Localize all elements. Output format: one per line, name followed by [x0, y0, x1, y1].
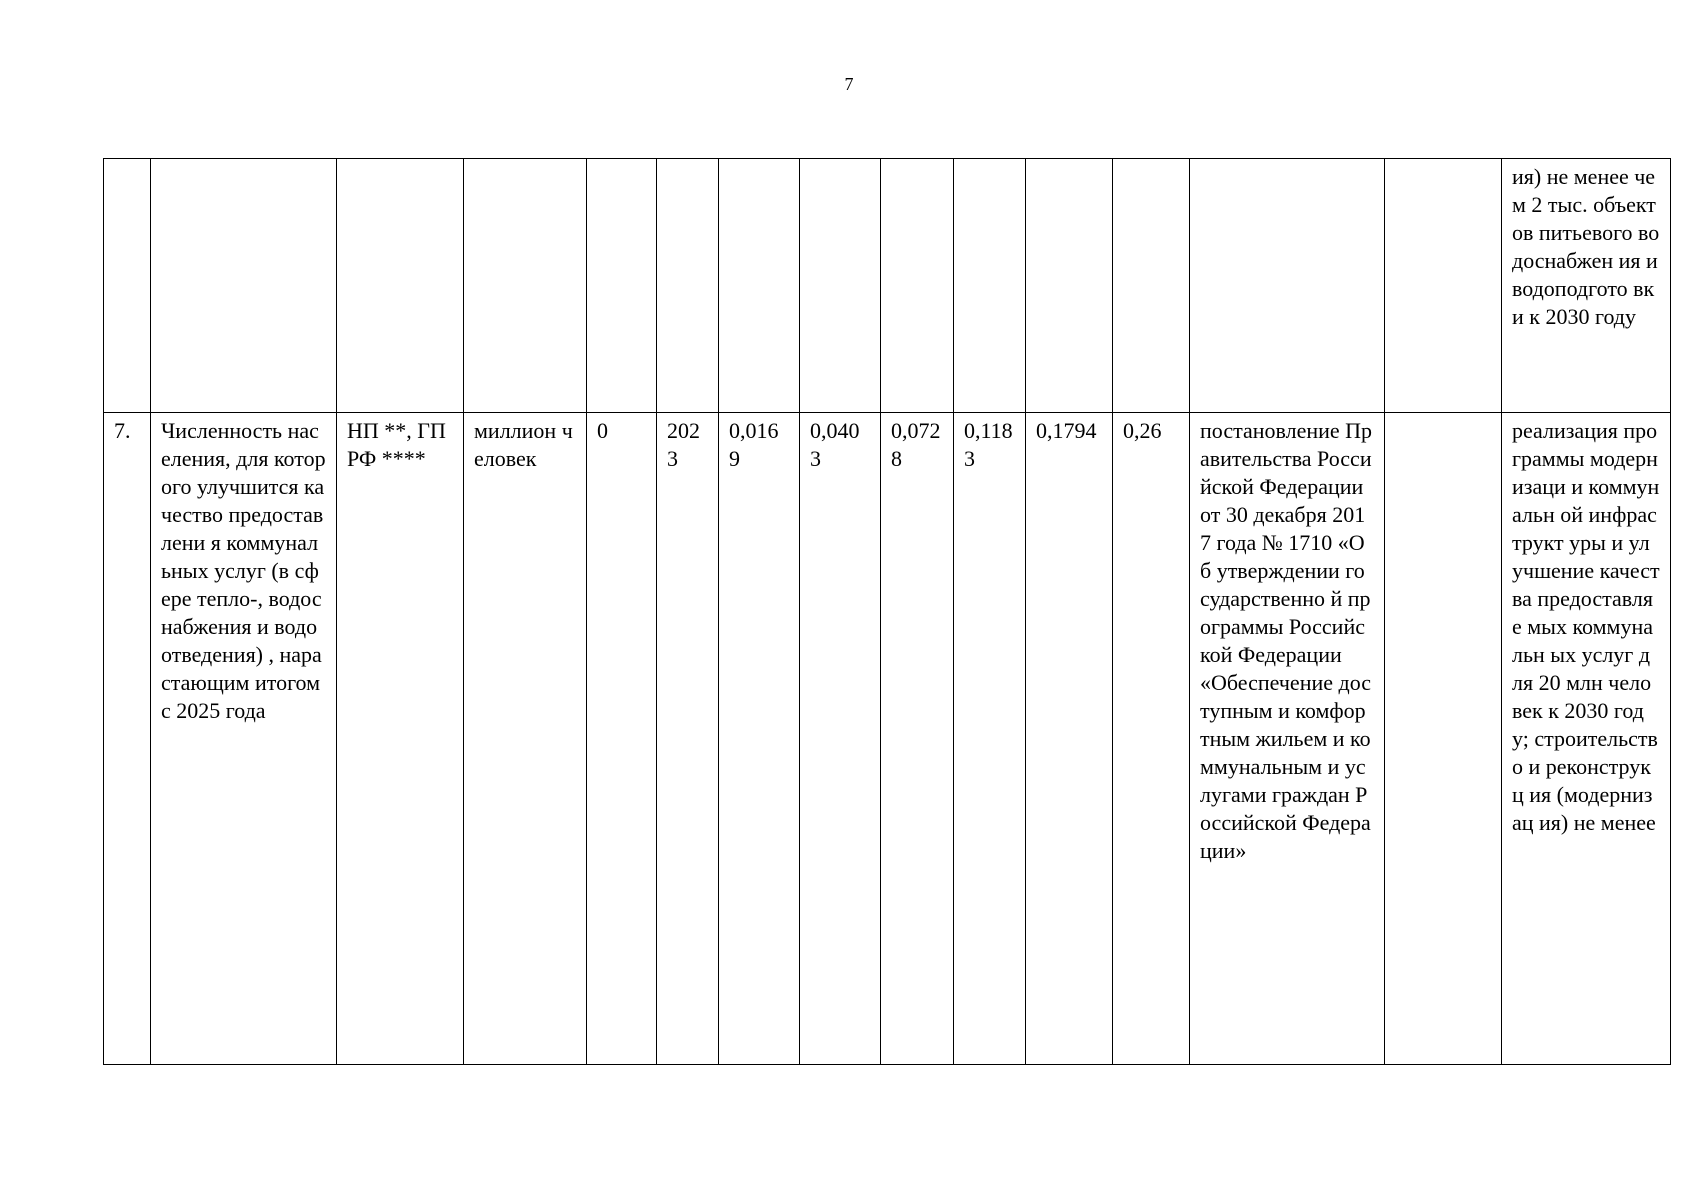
cell-link: ия) не менее чем 2 тыс. объектов питьевого водоснабжен ия и водоподгото вки к 2030 году: [1502, 159, 1671, 413]
page-number: 7: [844, 74, 854, 94]
cell-indicator-name: [151, 159, 337, 413]
cell-value-1: 0,0169: [719, 413, 800, 1065]
cell-responsible: [1385, 159, 1502, 413]
cell-value-5: 0,1794: [1026, 413, 1113, 1065]
cell-base-value: 0: [587, 413, 657, 1065]
cell-value-3: 0,0728: [881, 413, 954, 1065]
cell-document: [1190, 159, 1385, 413]
cell-value-2: 0,0403: [800, 413, 881, 1065]
cell-unit: [464, 159, 587, 413]
cell-value-6: [1113, 159, 1190, 413]
cell-value-6: 0,26: [1113, 413, 1190, 1065]
table-row: [104, 413, 1671, 1065]
cell-value-1: [719, 159, 800, 413]
cell-value-4: [954, 159, 1026, 413]
cell-unit: миллион человек: [464, 413, 587, 1065]
cell-base-year: 2023: [657, 413, 719, 1065]
cell-indicator-name: Численность населения, для которого улучшится качество предоставлени я коммунальных услуг (в сфере тепло-, водоснабжения и водоотведения) , нарастающим итогом с 2025 года: [151, 413, 337, 1065]
cell-link: реализация программы модернизаци и коммунальн ой инфраструкт уры и улучшение качества предоставляе мых коммунальн ых услуг для 20 млн человек к 2030 году; строительств о и реконструкц ия (модернизац ия) не менее: [1502, 413, 1671, 1065]
cell-value-5: [1026, 159, 1113, 413]
cell-responsible: [1385, 413, 1502, 1065]
table-row: [104, 159, 1671, 413]
indicator-table: [103, 158, 1671, 1065]
cell-value-2: [800, 159, 881, 413]
cell-number: [104, 159, 151, 413]
cell-value-3: [881, 159, 954, 413]
cell-value-4: 0,1183: [954, 413, 1026, 1065]
cell-document: постановление Правительства Российской Федерации от 30 декабря 2017 года № 1710 «Об утверждении государственно й программы Российской Федерации «Обеспечение доступным и комфортным жильем и коммунальным и услугами граждан Российской Федерации»: [1190, 413, 1385, 1065]
cell-base-value: [587, 159, 657, 413]
cell-number: 7.: [104, 413, 151, 1065]
cell-level: [337, 159, 464, 413]
cell-base-year: [657, 159, 719, 413]
cell-level: НП **, ГП РФ ****: [337, 413, 464, 1065]
